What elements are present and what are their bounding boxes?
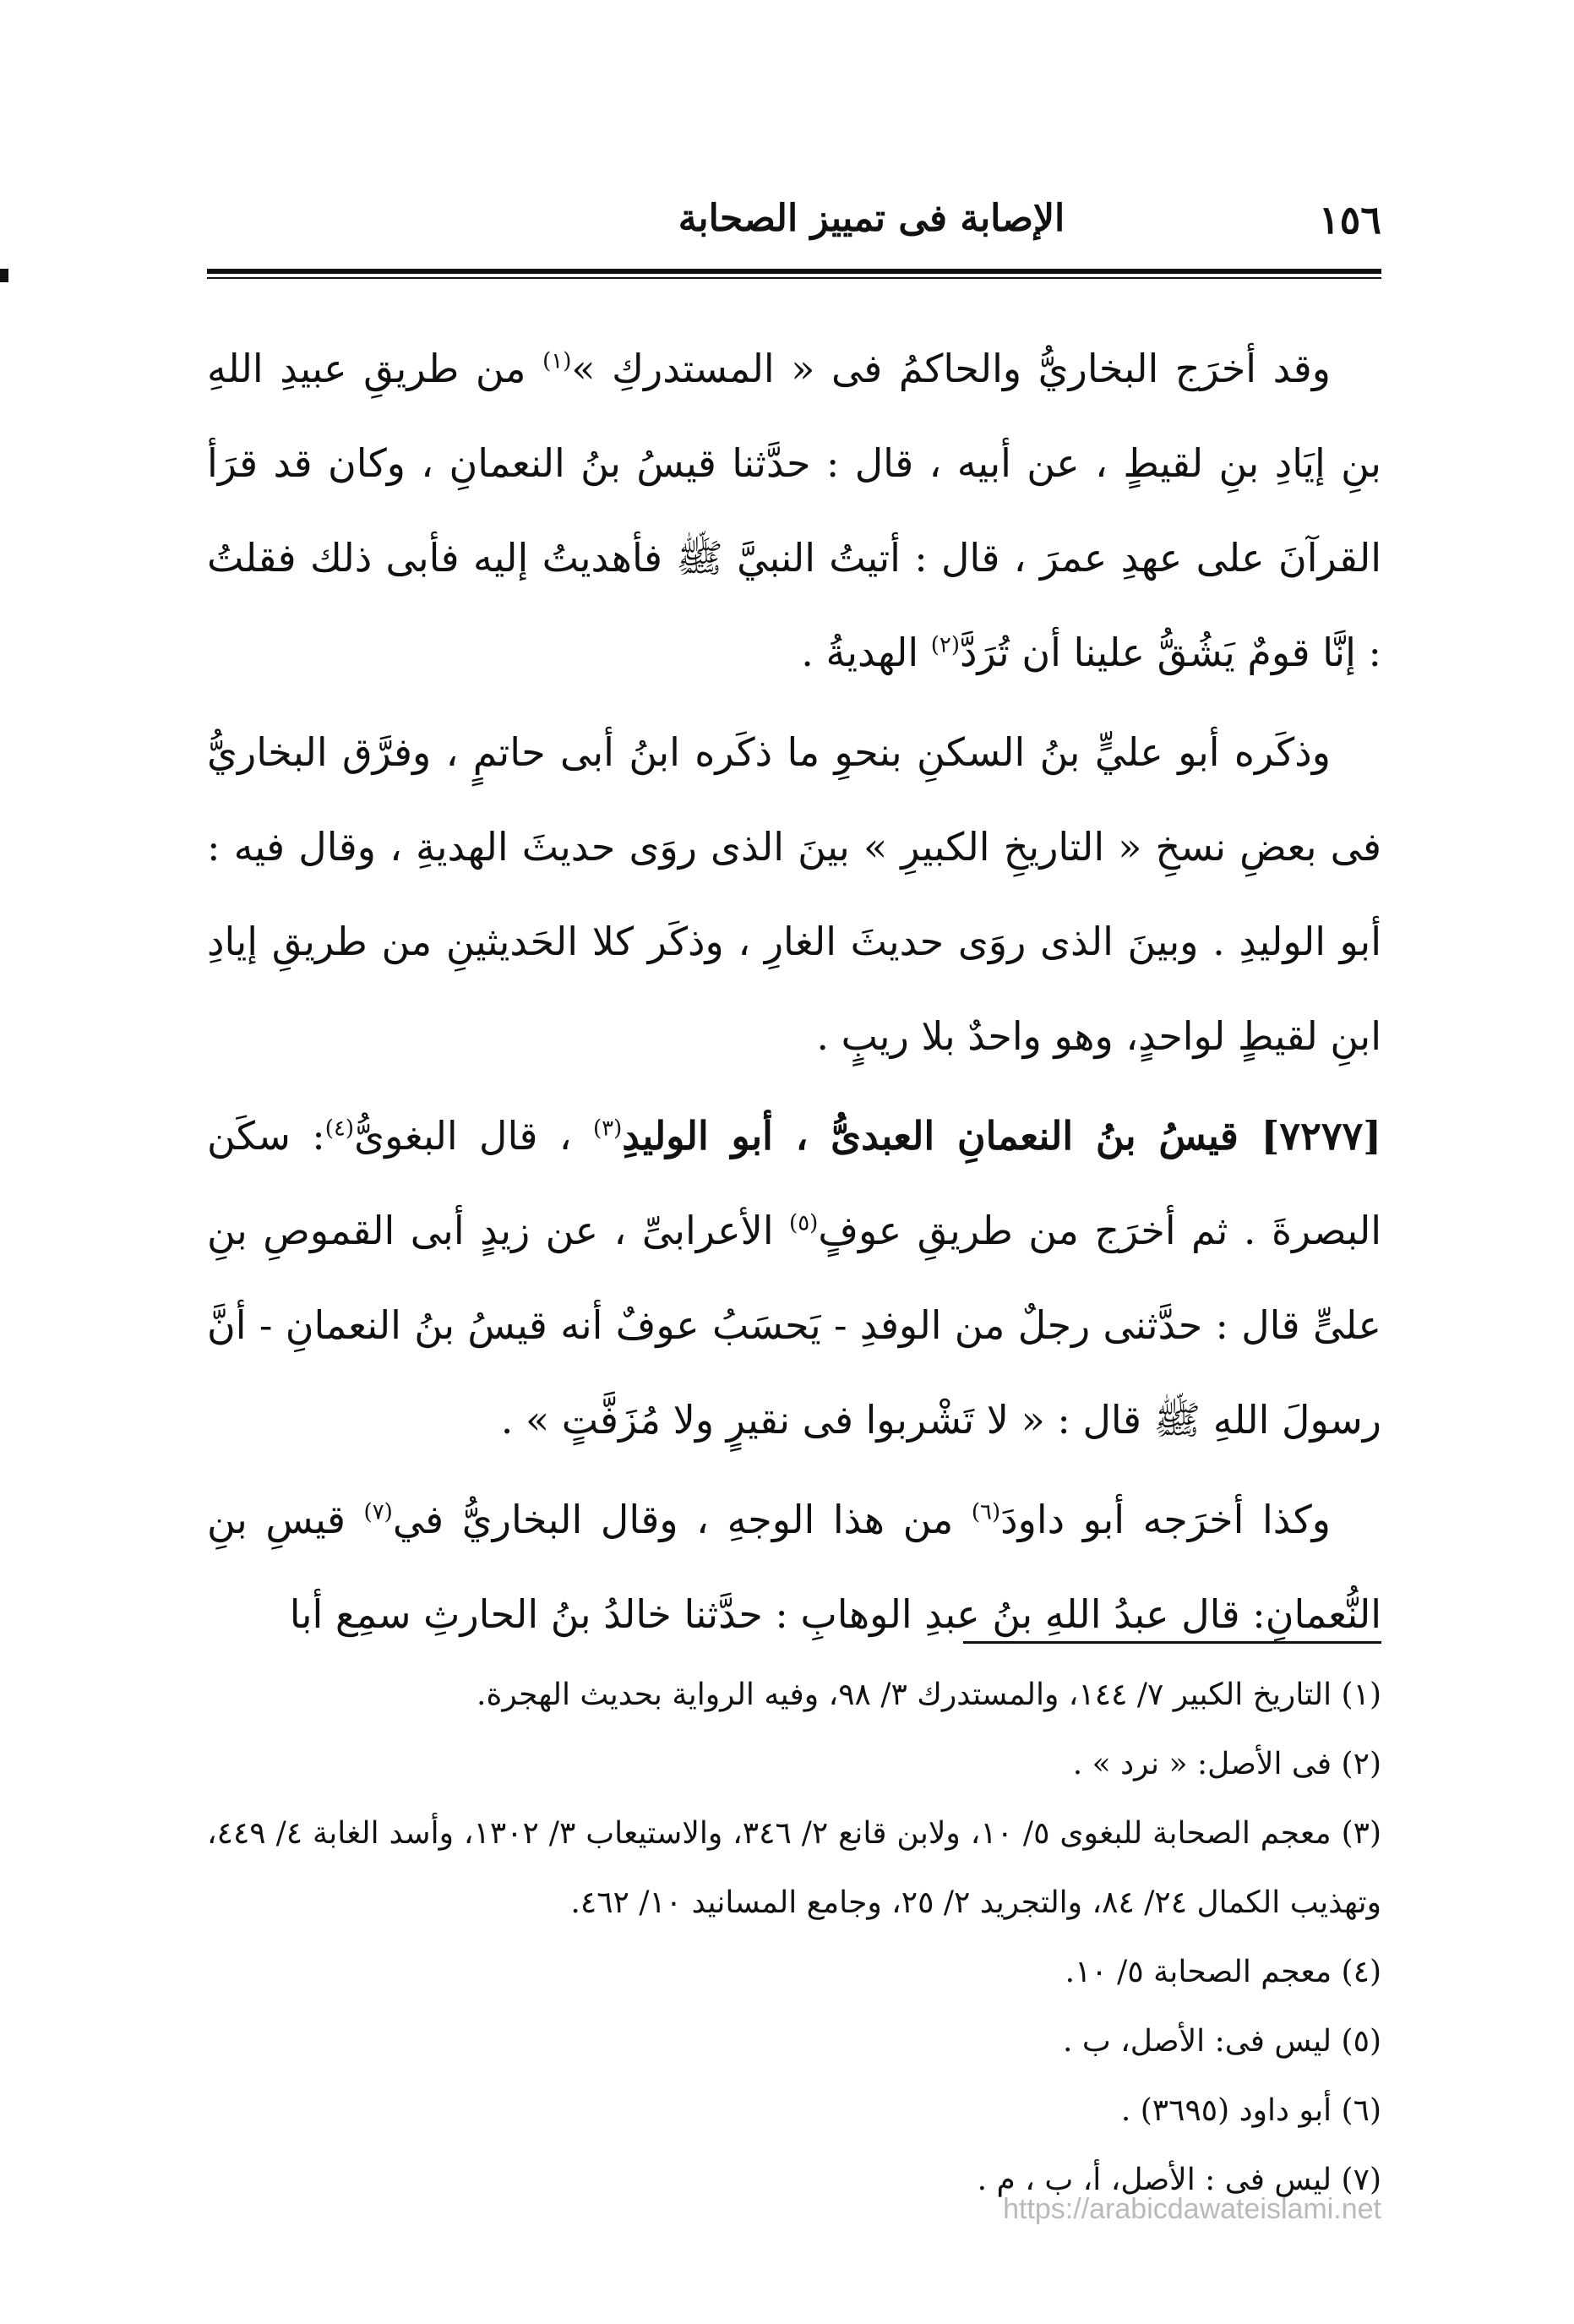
entry-heading: [٧٢٧٧] قيسُ بنُ النعمانِ العبدىُّ ، أبو الوليدِ (622, 1113, 1381, 1159)
footnote-item: (٤) معجم الصحابة ٥/ ١٠. (1065, 1955, 1381, 1989)
footnote-ref: (٣) (592, 1116, 623, 1142)
footnote-item: (١) التاريخ الكبير ٧/ ١٤٤، والمستدرك ٣/ ٩٨، وفيه الرواية بحديث الهجرة. (477, 1678, 1381, 1712)
footnote-item: (٢) فى الأصل: « نرد » . (1072, 1747, 1381, 1781)
paragraph-text: ، قال البغوىُّ (354, 1113, 593, 1159)
footnote-item: (٧) ليس فى : الأصل، أ، ب ، م . (977, 2163, 1381, 2197)
paragraph-4 (207, 1472, 1381, 1661)
footnote-ref: (٤) (324, 1116, 355, 1142)
footnote-ref: (٧) (363, 1499, 393, 1525)
footnote-rule (963, 1641, 1381, 1644)
paragraph-text: من هذا الوجهِ ، وقال البخاريُّ في (392, 1497, 972, 1542)
paragraph-1 (207, 321, 1381, 700)
watermark-url: https://arabicdawateislami.net (1003, 2193, 1381, 2225)
entry-7277 (207, 1088, 1381, 1467)
paragraph-text: وكذا أخرَجه أبو داودَ (1000, 1497, 1331, 1542)
paragraph-2 (207, 705, 1381, 1083)
paragraph-text: من طريقِ عبيدِ اللهِ بنِ إيَادِ بنِ لقيطٍ ، عن أبيه ، قال : حدَّثنا قيسُ بنُ النعمانِ ، وكان قد قرَأ القرآنَ على عهدِ عمرَ ، قال : أتيتُ النبيَّ ﷺ فأهديتُ إليه فأبى ذلك فقلتُ : إنَّا قومٌ يَشُقُّ علينا أن تُرَدَّ (207, 346, 1381, 675)
footnote-ref: (٢) (930, 632, 961, 658)
paragraph-text: قيسِ بنِ النُّعمانِ: قال عبدُ اللهِ بنُ عبدِ الوهابِ : حدَّثنا خالدُ بنُ الحارثِ سمِع أبا (207, 1497, 1381, 1637)
page-edge-mark (0, 269, 8, 282)
paragraph-text: وقد أخرَج البخاريُّ والحاكمُ فى « المستدركِ » (571, 346, 1332, 391)
header-rule (207, 269, 1381, 274)
paragraph-text: : سكَن البصرةَ . ثم أخرَج من طريقِ عوفٍ (207, 1113, 1382, 1253)
footnote-ref: (٥) (789, 1210, 819, 1236)
page-number: ١٥٦ (1318, 197, 1381, 243)
footnote-item: (٥) ليس فى: الأصل، ب . (1062, 2024, 1381, 2059)
paragraph-text: الهديةُ . (801, 630, 931, 675)
paragraph-text: الأعرابىِّ ، عن زيدٍ أبى القموصِ بنِ علىٍّ قال : حدَّثنى رجلٌ من الوفدِ - يَحسَبُ عوفٌ أنه قيسُ بنُ النعمانِ - أنَّ رسولَ اللهِ ﷺ قال : « لا تَشْربوا فى نقيرٍ ولا مُزَفَّتٍ » . (207, 1208, 1381, 1443)
page-header (207, 190, 1381, 258)
footnote-item: (٦) أبو داود (٣٦٩٥) . (1120, 2093, 1381, 2128)
header-rule-thin (207, 277, 1381, 279)
footnote-ref: (١) (542, 348, 572, 374)
running-title: الإصابة فى تمييز الصحابة (678, 197, 1065, 240)
paragraph-text: وذكَره أبو عليٍّ بنُ السكنِ بنحوِ ما ذكَره ابنُ أبى حاتمٍ ، وفرَّق البخاريُّ فى بعضِ نسخِ « التاريخِ الكبيرِ » بينَ الذى روَى حديثَ الهديةِ ، وقال فيه : أبو الوليدِ . وبينَ الذى روَى حديثَ الغارِ ، وذكَر كلا الحَديثينِ من طريقِ إيادِ ابنِ لقيطٍ لواحدٍ، وهو واحدٌ بلا ريبٍ . (207, 729, 1381, 1059)
footnote-item: (٣) معجم الصحابة للبغوى ٥/ ١٠، ولابن قانع ٢/ ٣٤٦، والاستيعاب ٣/ ١٣٠٢، وأسد الغابة ٤/ ٤٤٩، وتهذيب الكمال ٢٤/ ٨٤، والتجريد ٢/ ٢٥، وجامع المسانيد ١٠/ ٤٦٢. (207, 1816, 1382, 1920)
footnote-ref: (٦) (971, 1499, 1001, 1525)
footnotes (207, 1661, 1381, 2215)
main-text (207, 321, 1381, 1661)
